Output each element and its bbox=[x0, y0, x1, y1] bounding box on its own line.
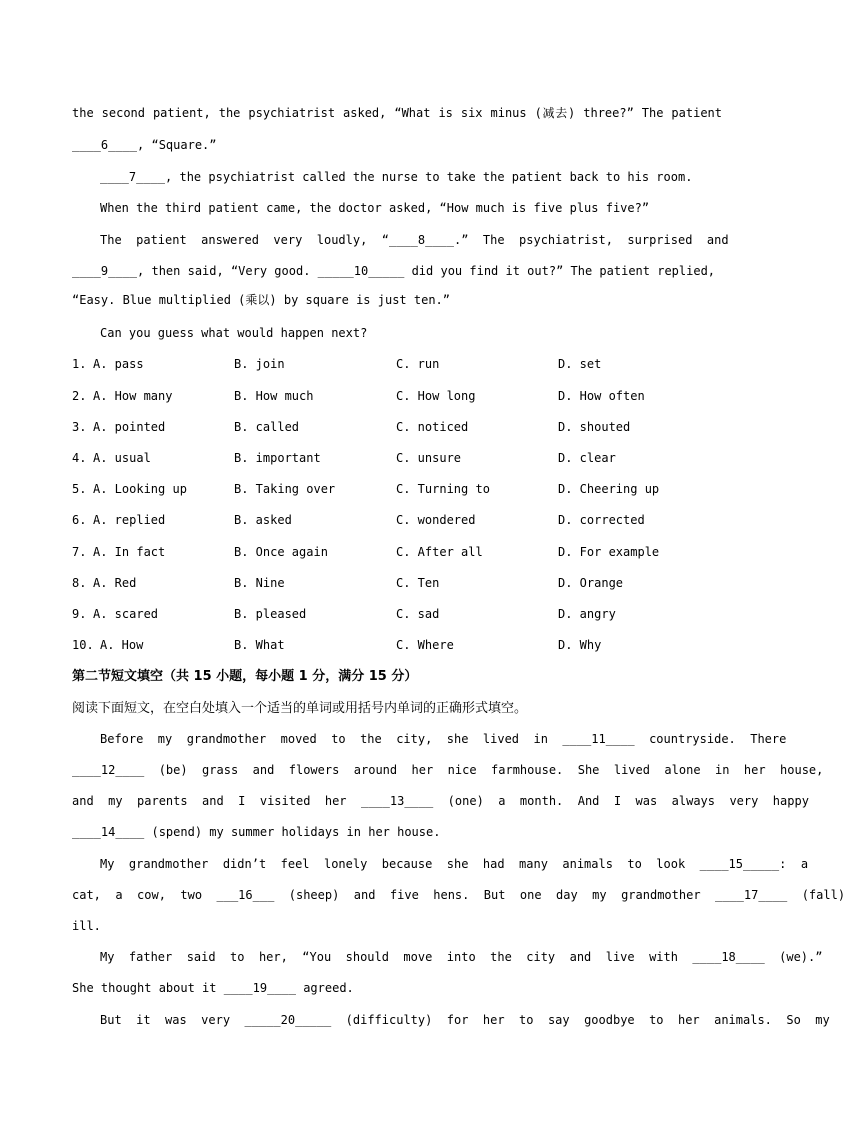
passage-text: My father said to her, “You should move into the city and live with bbox=[100, 950, 693, 964]
question-number: 1. bbox=[72, 357, 87, 371]
passage-line bbox=[72, 137, 217, 153]
passage-text: (sheep) and five hens. But one day my grandmother bbox=[274, 888, 715, 902]
question-number: 9. bbox=[72, 607, 87, 621]
option-d[interactable]: D. angry bbox=[558, 607, 616, 621]
option-b[interactable]: B. important bbox=[234, 451, 321, 465]
passage-line: ill. bbox=[72, 919, 101, 933]
blank-12[interactable]: ____12____ bbox=[72, 763, 145, 777]
passage-text: and my parents and I visited her bbox=[72, 794, 361, 808]
question-number: 3. bbox=[72, 420, 87, 434]
blank-10[interactable]: _____10_____ bbox=[317, 264, 405, 278]
section-heading: 第二节短文填空（共 15 小题，每小题 1 分，满分 15 分） bbox=[72, 669, 418, 684]
passage-line bbox=[100, 949, 822, 965]
passage-text: (we).” bbox=[764, 950, 823, 964]
passage-text: “Square.” bbox=[144, 138, 217, 152]
blank-7[interactable]: ____7____, bbox=[100, 170, 173, 184]
question-number: 10. bbox=[72, 638, 94, 652]
passage-text: She thought about it bbox=[72, 981, 224, 995]
blank-14[interactable]: ____14____ bbox=[72, 825, 145, 839]
question-number: 7. bbox=[72, 545, 87, 559]
option-b[interactable]: B. asked bbox=[234, 513, 292, 527]
blank-6[interactable]: ____6____, bbox=[72, 138, 145, 152]
passage-text: (difficulty) for her to say goodbye to her animals. So my bbox=[331, 1013, 830, 1027]
option-b[interactable]: B. How much bbox=[234, 389, 314, 403]
passage-text: But it was very bbox=[100, 1013, 245, 1027]
option-b[interactable]: B. called bbox=[234, 420, 300, 434]
option-d[interactable]: D. For example bbox=[558, 545, 660, 559]
section-instruction: 阅读下面短文，在空白处填入一个适当的单词或用括号内单词的正确形式填空。 bbox=[72, 701, 528, 716]
option-b[interactable]: B. Taking over bbox=[234, 482, 336, 496]
option-a[interactable]: A. Looking up bbox=[93, 482, 187, 496]
blank-13[interactable]: ____13____ bbox=[360, 794, 434, 808]
blank-15[interactable]: ____15_____ bbox=[699, 857, 780, 871]
option-d[interactable]: D. corrected bbox=[558, 513, 645, 527]
option-b[interactable]: B. join bbox=[234, 357, 285, 371]
passage-text: My grandmother didn’t feel lonely because she had many animals to look bbox=[100, 857, 700, 871]
option-a[interactable]: A. In fact bbox=[93, 545, 166, 559]
passage-line bbox=[72, 887, 845, 903]
option-a[interactable]: A. replied bbox=[93, 513, 166, 527]
question-number: 5. bbox=[72, 482, 87, 496]
passage-line bbox=[72, 762, 823, 778]
option-a[interactable]: A. usual bbox=[93, 451, 151, 465]
passage-line bbox=[100, 731, 786, 747]
blank-17[interactable]: ____17____ bbox=[715, 888, 788, 902]
option-c[interactable]: C. run bbox=[396, 357, 440, 371]
option-c[interactable]: C. Where bbox=[396, 638, 454, 652]
passage-line bbox=[100, 1012, 830, 1028]
blank-19[interactable]: ____19____ bbox=[223, 981, 296, 995]
option-d[interactable]: D. Why bbox=[558, 638, 602, 652]
passage-text: (one) a month. And I was always very happy bbox=[433, 794, 809, 808]
option-d[interactable]: D. Orange bbox=[558, 576, 624, 590]
option-a[interactable]: A. pass bbox=[93, 357, 144, 371]
passage-text: did you find it out?” The patient replied, bbox=[404, 264, 716, 278]
option-a[interactable]: A. scared bbox=[93, 607, 159, 621]
passage-line: When the third patient came, the doctor asked, “How much is five plus five?” bbox=[100, 201, 650, 215]
passage-text: The patient answered very loudly, “ bbox=[100, 233, 389, 247]
option-b[interactable]: B. Once again bbox=[234, 545, 328, 559]
passage-text: Before my grandmother moved to the city, she lived in bbox=[100, 732, 563, 746]
passage-line: “Easy. Blue multiplied (乘以) by square is just ten.” bbox=[72, 293, 451, 307]
option-a[interactable]: A. How bbox=[100, 638, 144, 652]
option-a[interactable]: A. How many bbox=[93, 389, 173, 403]
passage-text: countryside. There bbox=[634, 732, 787, 746]
option-c[interactable]: C. Turning to bbox=[396, 482, 490, 496]
option-d[interactable]: D. shouted bbox=[558, 420, 631, 434]
blank-16[interactable]: ___16___ bbox=[216, 888, 275, 902]
passage-text: cat, a cow, two bbox=[72, 888, 217, 902]
blank-20[interactable]: _____20_____ bbox=[244, 1013, 332, 1027]
question-number: 6. bbox=[72, 513, 87, 527]
option-c[interactable]: C. How long bbox=[396, 389, 476, 403]
option-b[interactable]: B. What bbox=[234, 638, 285, 652]
blank-8[interactable]: ____8____ bbox=[388, 233, 455, 247]
option-c[interactable]: C. After all bbox=[396, 545, 483, 559]
option-d[interactable]: D. Cheering up bbox=[558, 482, 660, 496]
passage-text: (be) grass and flowers around her nice farmhouse. She lived alone in her house, bbox=[144, 763, 824, 777]
passage-text: (spend) my summer holidays in her house. bbox=[144, 825, 441, 839]
passage-text: agreed. bbox=[295, 981, 354, 995]
option-d[interactable]: D. set bbox=[558, 357, 602, 371]
passage-text: the psychiatrist called the nurse to take the patient back to his room. bbox=[172, 170, 693, 184]
option-b[interactable]: B. Nine bbox=[234, 576, 285, 590]
passage-text: (fall) bbox=[787, 888, 845, 902]
option-a[interactable]: A. pointed bbox=[93, 420, 166, 434]
passage-text: : a bbox=[779, 857, 809, 871]
option-c[interactable]: C. wondered bbox=[396, 513, 476, 527]
question-number: 2. bbox=[72, 389, 87, 403]
option-d[interactable]: D. How often bbox=[558, 389, 645, 403]
option-d[interactable]: D. clear bbox=[558, 451, 616, 465]
passage-line bbox=[100, 232, 729, 248]
option-c[interactable]: C. unsure bbox=[396, 451, 462, 465]
passage-line bbox=[100, 169, 692, 185]
passage-line bbox=[72, 824, 440, 840]
passage-text: , then said, “Very good. bbox=[137, 264, 318, 278]
passage-line bbox=[72, 263, 715, 279]
option-c[interactable]: C. Ten bbox=[396, 576, 440, 590]
option-c[interactable]: C. noticed bbox=[396, 420, 469, 434]
passage-line bbox=[72, 980, 354, 996]
question-number: 4. bbox=[72, 451, 87, 465]
blank-18[interactable]: ____18____ bbox=[692, 950, 765, 964]
question-number: 8. bbox=[72, 576, 87, 590]
passage-line: Can you guess what would happen next? bbox=[100, 326, 368, 340]
blank-9[interactable]: ____9____ bbox=[72, 264, 138, 278]
option-b[interactable]: B. pleased bbox=[234, 607, 307, 621]
passage-line bbox=[72, 793, 809, 809]
option-c[interactable]: C. sad bbox=[396, 607, 440, 621]
passage-line bbox=[100, 856, 808, 872]
option-a[interactable]: A. Red bbox=[93, 576, 137, 590]
passage-line: the second patient, the psychiatrist asked, “What is six minus (减去) three?” The patient bbox=[72, 106, 722, 120]
blank-11[interactable]: ____11____ bbox=[562, 732, 635, 746]
passage-text: .” The psychiatrist, surprised and bbox=[454, 233, 729, 247]
